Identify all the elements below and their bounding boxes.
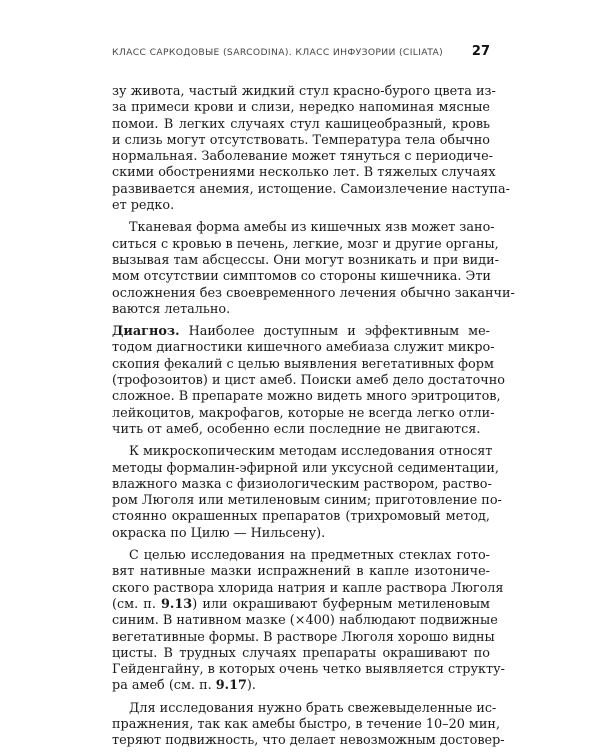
text-line — [112, 678, 490, 694]
paragraph-symptoms — [112, 84, 510, 214]
text-line: мом отсутствии симптомов со стороны кишечника. Эти — [112, 269, 491, 285]
text-line: осложнения без своевременного лечения обычно заканчи- — [112, 285, 515, 301]
text-line: (трофозоитов) и цист амеб. Поиски амеб дело достаточно — [112, 373, 505, 389]
text-line: за примеси крови и слизи, нередко напоминая мясные — [112, 100, 490, 116]
text-line: теряют подвижность, что делает невозможным достовер- — [112, 733, 505, 749]
text-line: С целью исследования на предметных стеклах гото- — [129, 548, 490, 564]
text-line: пражнения, так как амебы быстро, в течение 10–20 мин, — [112, 716, 501, 732]
text-line: и слизь могут отсутствовать. Температура тела обычно — [112, 132, 490, 148]
text-line: скими обострениями несколько лет. В тяжелых случаях — [112, 165, 496, 181]
text-fragment: ра амеб (см. п. — [112, 678, 216, 694]
text-line: методы формалин-эфирной или уксусной седиментации, — [112, 460, 499, 476]
text-line: тодом диагностики кишечного амебиаза служит микро- — [112, 340, 495, 356]
text-line: помои. В легких случаях стул кашицеобразный, кровь — [112, 116, 490, 132]
text-line: сложное. В препарате можно видеть много эритроцитов, — [112, 389, 501, 405]
text-line: Гейденгайну, в которых очень четко выявляется структу- — [112, 662, 505, 678]
section-reference: 9.17 — [215, 678, 247, 694]
text-line: ского раствора хлорида натрия и капле раствора Люголя — [112, 580, 504, 596]
text-fragment: ) или окрашивают буферным метиленовым — [192, 596, 490, 612]
text-line: К микроскопическим методам исследования относят — [129, 444, 493, 460]
text-line: зу живота, частый жидкий стул красно-бурого цвета из- — [112, 84, 496, 99]
text-line — [112, 597, 490, 613]
paragraph-tissue-form — [112, 220, 515, 318]
text-line — [112, 324, 490, 340]
text-fragment: Наиболее доступным и эффективным ме- — [179, 324, 490, 340]
text-line: нормальная. Заболевание может тянуться с периодиче- — [112, 149, 493, 165]
text-line: ет редко. — [112, 198, 175, 214]
text-line: развивается анемия, истощение. Самоизлечение наступа- — [112, 181, 510, 197]
section-reference: 9.13 — [161, 596, 193, 612]
paragraph-diagnosis — [112, 324, 505, 438]
text-line: вят нативные мазки испражнений в капле изотониче- — [112, 564, 490, 580]
text-line: окраска по Цилю — Нильсену). — [112, 525, 326, 541]
text-line: цисты. В трудных случаях препараты окрашивают по — [112, 645, 490, 661]
text-line: Тканевая форма амебы из кишечных язв может зано- — [129, 220, 495, 236]
paragraph-fresh-samples — [112, 700, 505, 750]
text-line: стоянно окрашенных препаратов (трихромовый метод, — [112, 509, 490, 525]
text-line: влажного мазка с физиологическим раствором, раство- — [112, 476, 492, 492]
text-line: вегетативные формы. В растворе Люголя хорошо видны — [112, 629, 495, 645]
text-line: синим. В нативном мазке (×400) наблюдают подвижные — [112, 613, 498, 629]
text-line: чить от амеб, особенно если последние не двигаются. — [112, 421, 481, 437]
text-line: Для исследования нужно брать свежевыделенные ис- — [129, 700, 497, 716]
text-line: скопия фекалий с целью выявления вегетативных форм — [112, 356, 494, 372]
text-line: ситься с кровью в печень, легкие, мозг и другие органы, — [112, 236, 499, 252]
running-header — [112, 44, 490, 62]
diagnosis-heading: Диагноз. — [112, 324, 180, 340]
text-line: ром Люголя или метиленовым синим; приготовление по- — [112, 493, 502, 509]
text-line: ваются летально. — [112, 301, 231, 317]
text-line: вызывая там абсцессы. Они могут возникать и при види- — [112, 252, 499, 268]
header-title: КЛАСС САРКОДОВЫЕ (SARCODINA). КЛАСС ИНФУЗОРИИ (CILIATA) — [112, 47, 444, 58]
page-number: 27 — [471, 44, 490, 59]
paragraph-native-smears — [112, 548, 505, 695]
body-text — [112, 84, 515, 756]
text-fragment: ). — [246, 678, 256, 694]
text-fragment: (см. п. — [112, 596, 162, 612]
paragraph-microscopy-methods — [112, 444, 502, 542]
text-line: лейкоцитов, макрофагов, которые не всегда легко отли- — [112, 405, 495, 421]
